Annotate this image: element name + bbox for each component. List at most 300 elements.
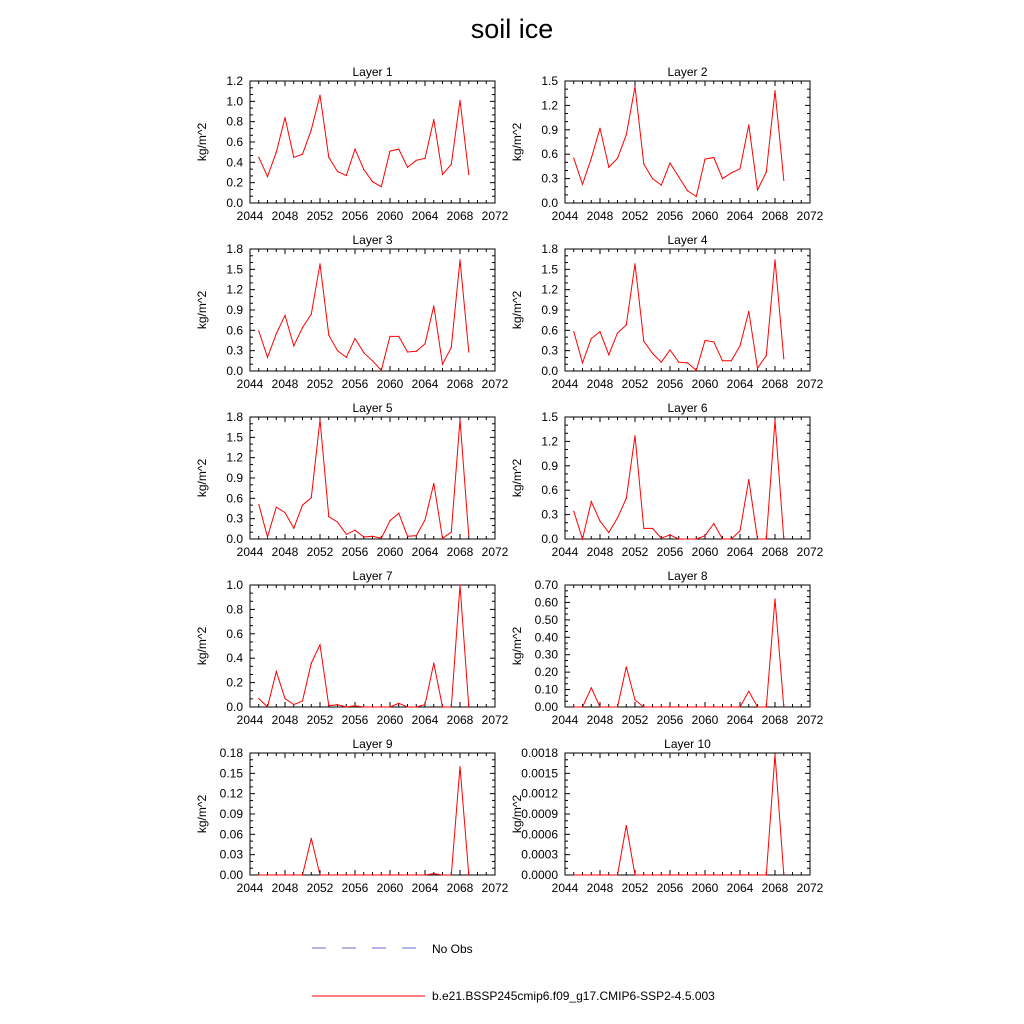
panel-layer-9	[195, 737, 509, 895]
data-point	[643, 706, 644, 707]
data-point	[442, 874, 443, 875]
data-point	[783, 706, 784, 707]
data-point	[783, 180, 784, 181]
y-tick-label: 0.3	[541, 171, 558, 186]
series-line-1	[574, 87, 784, 197]
x-tick-label: 2048	[586, 377, 614, 391]
data-point	[774, 754, 775, 755]
data-point	[573, 511, 574, 512]
data-point	[468, 706, 469, 707]
data-point	[267, 536, 268, 537]
data-point	[354, 874, 355, 875]
x-tick-label: 2056	[656, 545, 684, 559]
data-point	[748, 479, 749, 480]
data-point	[293, 704, 294, 705]
data-point	[722, 706, 723, 707]
y-tick-label: 0.4	[226, 651, 243, 666]
data-point	[591, 158, 592, 159]
data-point	[346, 357, 347, 358]
data-point	[766, 171, 767, 172]
data-point	[381, 706, 382, 707]
data-point	[381, 874, 382, 875]
data-point	[608, 874, 609, 875]
data-point	[582, 184, 583, 185]
y-tick-label: 0.3	[541, 507, 558, 522]
y-axis-label: kg/m^2	[510, 122, 524, 162]
x-tick-label: 2052	[621, 713, 649, 727]
y-tick-label: 0.10	[534, 682, 558, 697]
data-point	[337, 704, 338, 705]
data-point	[661, 706, 662, 707]
data-point	[302, 327, 303, 328]
data-point	[416, 706, 417, 707]
data-point	[643, 874, 644, 875]
data-point	[372, 181, 373, 182]
data-point	[302, 154, 303, 155]
data-point	[433, 483, 434, 484]
x-tick-label: 2060	[691, 713, 719, 727]
x-tick-label: 2052	[621, 881, 649, 895]
panel-layer-6	[510, 401, 824, 559]
y-axis-label: kg/m^2	[195, 794, 209, 834]
data-point	[424, 704, 425, 705]
data-point	[696, 874, 697, 875]
data-point	[311, 662, 312, 663]
x-tick-label: 2068	[446, 545, 474, 559]
data-point	[267, 706, 268, 707]
y-tick-label: 1.2	[541, 98, 558, 113]
data-point	[276, 152, 277, 153]
data-point	[643, 163, 644, 164]
series-line-1	[259, 420, 469, 539]
data-point	[319, 644, 320, 645]
x-tick-label: 2060	[376, 713, 404, 727]
data-point	[643, 341, 644, 342]
data-point	[416, 874, 417, 875]
data-point	[704, 874, 705, 875]
series-line-1	[259, 585, 469, 707]
data-point	[696, 538, 697, 539]
data-point	[661, 874, 662, 875]
data-point	[416, 351, 417, 352]
data-point	[731, 874, 732, 875]
y-tick-label: 1.8	[226, 410, 243, 424]
data-point	[766, 706, 767, 707]
data-point	[468, 351, 469, 352]
y-tick-label: 1.5	[541, 74, 558, 88]
data-point	[311, 313, 312, 314]
data-point	[722, 874, 723, 875]
x-tick-label: 2048	[586, 209, 614, 223]
data-point	[652, 874, 653, 875]
y-axis-label: kg/m^2	[510, 794, 524, 834]
data-point	[424, 874, 425, 875]
data-point	[669, 349, 670, 350]
x-tick-label: 2044	[551, 713, 579, 727]
data-point	[346, 175, 347, 176]
data-point	[363, 874, 364, 875]
data-point	[608, 706, 609, 707]
data-point	[748, 124, 749, 125]
data-point	[687, 538, 688, 539]
data-point	[381, 538, 382, 539]
x-tick-label: 2052	[306, 209, 334, 223]
data-point	[258, 504, 259, 505]
data-point	[258, 698, 259, 699]
data-point	[337, 874, 338, 875]
y-tick-label: 1.5	[541, 410, 558, 424]
data-point	[284, 698, 285, 699]
x-tick-label: 2048	[271, 209, 299, 223]
data-point	[687, 874, 688, 875]
data-point	[573, 331, 574, 332]
data-point	[258, 874, 259, 875]
y-tick-label: 0.9	[226, 471, 243, 485]
x-tick-label: 2052	[306, 545, 334, 559]
y-tick-label: 0.4	[226, 155, 243, 170]
x-tick-label: 2068	[446, 377, 474, 391]
y-tick-label: 0.6	[226, 626, 243, 641]
data-point	[337, 171, 338, 172]
data-point	[731, 706, 732, 707]
y-tick-label: 0.0	[226, 364, 243, 378]
data-point	[407, 536, 408, 537]
data-point	[416, 535, 417, 536]
y-tick-label: 1.2	[226, 282, 243, 297]
data-point	[748, 874, 749, 875]
y-tick-label: 0.50	[534, 612, 558, 627]
data-point	[451, 164, 452, 165]
data-point	[669, 706, 670, 707]
panel-title: Layer 2	[667, 65, 708, 79]
data-point	[757, 706, 758, 707]
x-tick-label: 2064	[411, 881, 439, 895]
data-point	[451, 706, 452, 707]
x-tick-label: 2048	[271, 377, 299, 391]
data-point	[389, 874, 390, 875]
data-point	[599, 128, 600, 129]
y-tick-label: 0.12	[219, 786, 243, 801]
data-point	[424, 158, 425, 159]
figure-title: soil ice	[470, 14, 554, 44]
plot-frame	[565, 753, 810, 875]
x-tick-label: 2064	[411, 545, 439, 559]
x-tick-label: 2064	[411, 713, 439, 727]
x-tick-label: 2044	[551, 545, 579, 559]
data-point	[389, 706, 390, 707]
data-point	[267, 176, 268, 177]
data-point	[407, 874, 408, 875]
data-point	[468, 174, 469, 175]
data-point	[704, 535, 705, 536]
data-point	[442, 538, 443, 539]
data-point	[608, 354, 609, 355]
data-point	[319, 263, 320, 264]
plot-frame	[250, 249, 495, 371]
data-point	[634, 874, 635, 875]
data-point	[276, 333, 277, 334]
data-point	[407, 167, 408, 168]
x-tick-label: 2064	[411, 377, 439, 391]
x-tick-label: 2044	[236, 713, 264, 727]
legend-model-label: b.e21.BSSP245cmip6.f09_g17.CMIP6-SSP2-4.5.003	[432, 989, 715, 1003]
y-axis-label: kg/m^2	[510, 458, 524, 498]
x-tick-label: 2044	[551, 881, 579, 895]
series-line-1	[259, 260, 469, 371]
data-point	[319, 874, 320, 875]
plot-frame	[565, 81, 810, 203]
panel-title: Layer 10	[664, 737, 711, 751]
y-tick-label: 0.0000	[521, 868, 558, 882]
data-point	[669, 163, 670, 164]
x-tick-label: 2068	[446, 881, 474, 895]
data-point	[661, 538, 662, 539]
y-tick-label: 0.6	[226, 491, 243, 506]
data-point	[354, 705, 355, 706]
data-point	[573, 874, 574, 875]
data-point	[739, 706, 740, 707]
data-point	[599, 331, 600, 332]
series-line-1	[574, 420, 784, 539]
y-tick-label: 0.9	[226, 303, 243, 317]
plot-frame	[565, 417, 810, 539]
data-point	[354, 530, 355, 531]
data-point	[687, 362, 688, 363]
data-point	[311, 129, 312, 130]
y-tick-label: 0.8	[226, 114, 243, 129]
x-tick-label: 2060	[691, 209, 719, 223]
x-tick-label: 2060	[376, 881, 404, 895]
panel-layer-1	[195, 65, 509, 223]
data-point	[267, 874, 268, 875]
y-tick-label: 0.03	[219, 847, 243, 862]
y-tick-label: 0.40	[534, 630, 558, 645]
x-tick-label: 2044	[551, 209, 579, 223]
y-tick-label: 0.0012	[521, 786, 558, 801]
x-tick-label: 2052	[306, 881, 334, 895]
data-point	[739, 168, 740, 169]
y-axis-label: kg/m^2	[195, 458, 209, 498]
data-point	[451, 874, 452, 875]
data-point	[626, 666, 627, 667]
y-tick-label: 0.0003	[521, 847, 558, 862]
data-point	[617, 332, 618, 333]
x-tick-label: 2060	[691, 881, 719, 895]
panel-title: Layer 1	[352, 65, 393, 79]
panel-title: Layer 6	[667, 401, 708, 415]
data-point	[363, 352, 364, 353]
data-point	[346, 534, 347, 535]
data-point	[652, 528, 653, 529]
data-point	[599, 706, 600, 707]
data-point	[389, 520, 390, 521]
data-point	[696, 196, 697, 197]
data-point	[319, 419, 320, 420]
panel-layer-4	[510, 233, 824, 391]
data-point	[311, 497, 312, 498]
x-tick-label: 2072	[481, 881, 509, 895]
y-tick-label: 0.6	[541, 147, 558, 162]
data-point	[319, 95, 320, 96]
data-point	[459, 766, 460, 767]
panels-group	[195, 65, 824, 895]
x-tick-label: 2044	[236, 209, 264, 223]
data-point	[328, 705, 329, 706]
data-point	[608, 532, 609, 533]
data-point	[617, 874, 618, 875]
data-point	[573, 706, 574, 707]
plot-frame	[565, 249, 810, 371]
data-point	[311, 838, 312, 839]
y-tick-label: 0.0006	[521, 827, 558, 842]
panel-title: Layer 5	[352, 401, 393, 415]
x-tick-label: 2072	[796, 545, 824, 559]
data-point	[293, 345, 294, 346]
data-point	[704, 158, 705, 159]
x-tick-label: 2056	[341, 713, 369, 727]
data-point	[398, 513, 399, 514]
x-tick-label: 2048	[271, 713, 299, 727]
data-point	[468, 536, 469, 537]
y-tick-label: 1.0	[226, 94, 243, 109]
data-point	[433, 662, 434, 663]
data-point	[599, 521, 600, 522]
x-tick-label: 2064	[726, 713, 754, 727]
data-point	[626, 825, 627, 826]
y-tick-label: 1.2	[226, 74, 243, 88]
data-point	[722, 538, 723, 539]
x-tick-label: 2060	[376, 377, 404, 391]
y-tick-label: 1.2	[541, 434, 558, 449]
x-tick-label: 2072	[796, 713, 824, 727]
data-point	[398, 336, 399, 337]
panel-layer-7	[195, 569, 509, 727]
y-tick-label: 1.2	[226, 450, 243, 465]
x-tick-label: 2064	[726, 545, 754, 559]
y-axis-label: kg/m^2	[195, 626, 209, 666]
data-point	[468, 874, 469, 875]
data-point	[398, 874, 399, 875]
data-point	[739, 874, 740, 875]
data-point	[258, 330, 259, 331]
x-tick-label: 2068	[761, 377, 789, 391]
data-point	[424, 343, 425, 344]
y-tick-label: 0.9	[541, 458, 558, 473]
series-line-1	[574, 599, 784, 707]
data-point	[774, 259, 775, 260]
y-tick-label: 0.3	[541, 343, 558, 358]
data-point	[669, 534, 670, 535]
x-tick-label: 2060	[376, 545, 404, 559]
data-point	[678, 874, 679, 875]
data-point	[302, 874, 303, 875]
y-tick-label: 1.5	[226, 262, 243, 277]
data-point	[284, 874, 285, 875]
data-point	[451, 347, 452, 348]
data-point	[626, 324, 627, 325]
data-point	[389, 336, 390, 337]
y-tick-label: 0.6	[226, 323, 243, 338]
x-tick-label: 2064	[726, 209, 754, 223]
data-point	[354, 149, 355, 150]
y-tick-label: 0.00	[534, 700, 558, 714]
data-point	[372, 360, 373, 361]
x-tick-label: 2060	[376, 209, 404, 223]
data-point	[652, 178, 653, 179]
data-point	[582, 538, 583, 539]
y-tick-label: 1.5	[541, 262, 558, 277]
data-point	[774, 90, 775, 91]
series-line-1	[259, 95, 469, 187]
x-tick-label: 2060	[691, 377, 719, 391]
data-point	[328, 334, 329, 335]
data-point	[713, 706, 714, 707]
x-tick-label: 2048	[271, 545, 299, 559]
data-point	[346, 706, 347, 707]
data-point	[398, 149, 399, 150]
data-point	[582, 874, 583, 875]
x-tick-label: 2052	[621, 377, 649, 391]
data-point	[617, 706, 618, 707]
x-tick-label: 2052	[621, 545, 649, 559]
x-tick-label: 2048	[586, 545, 614, 559]
x-tick-label: 2056	[341, 377, 369, 391]
data-point	[451, 532, 452, 533]
y-tick-label: 0.6	[541, 483, 558, 498]
y-tick-label: 0.0	[541, 364, 558, 378]
data-point	[276, 671, 277, 672]
data-point	[276, 874, 277, 875]
data-point	[363, 706, 364, 707]
y-tick-label: 0.09	[219, 807, 243, 821]
x-tick-label: 2064	[411, 209, 439, 223]
y-tick-label: 0.18	[219, 746, 243, 760]
data-point	[766, 874, 767, 875]
data-point	[258, 157, 259, 158]
data-point	[354, 338, 355, 339]
x-tick-label: 2072	[796, 881, 824, 895]
data-point	[713, 874, 714, 875]
data-point	[731, 538, 732, 539]
y-tick-label: 0.0	[226, 196, 243, 210]
x-tick-label: 2072	[796, 377, 824, 391]
x-tick-label: 2052	[621, 209, 649, 223]
data-point	[337, 350, 338, 351]
data-point	[608, 167, 609, 168]
data-point	[704, 340, 705, 341]
data-point	[748, 691, 749, 692]
x-tick-label: 2048	[586, 713, 614, 727]
data-point	[643, 528, 644, 529]
y-tick-label: 0.0	[226, 532, 243, 546]
series-line-1	[574, 754, 784, 875]
y-tick-label: 0.15	[219, 766, 243, 781]
x-tick-label: 2072	[481, 377, 509, 391]
data-point	[617, 517, 618, 518]
data-point	[634, 435, 635, 436]
data-point	[739, 345, 740, 346]
data-point	[704, 706, 705, 707]
data-point	[652, 353, 653, 354]
x-tick-label: 2056	[341, 209, 369, 223]
data-point	[591, 687, 592, 688]
y-tick-label: 0.0	[541, 532, 558, 546]
data-point	[617, 158, 618, 159]
x-tick-label: 2068	[761, 881, 789, 895]
data-point	[302, 505, 303, 506]
x-tick-label: 2072	[481, 545, 509, 559]
panel-layer-5	[195, 401, 509, 559]
